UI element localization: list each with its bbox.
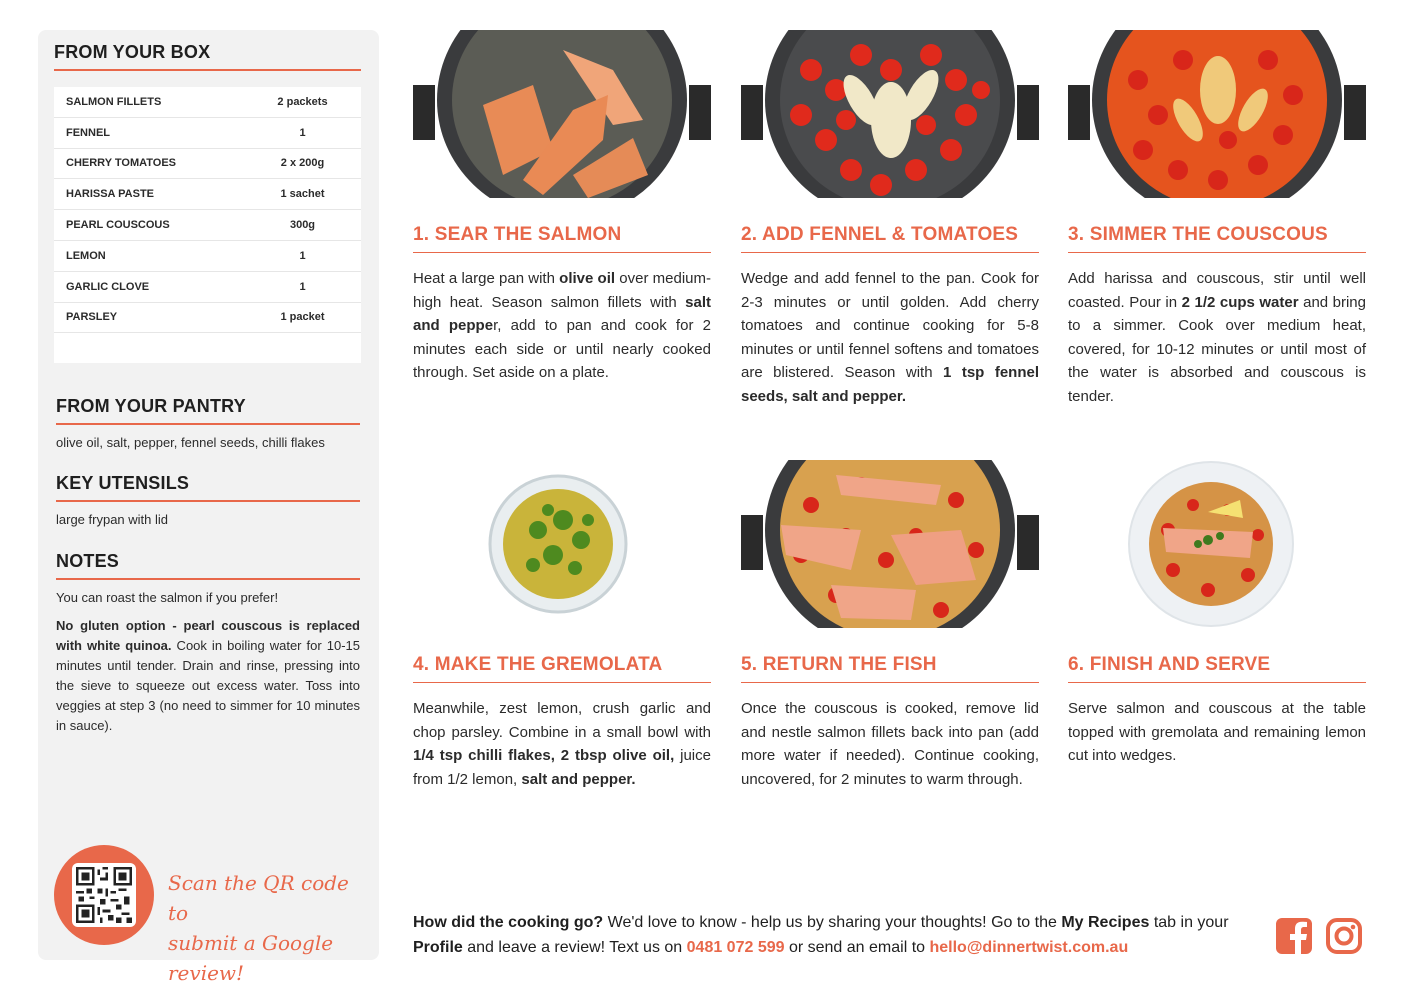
step-1 (413, 30, 711, 385)
notes-title: NOTES (56, 551, 360, 580)
step-3-title: 3. SIMMER THE COUSCOUS (1068, 224, 1366, 253)
ingredient-name: HARISSA PASTE (66, 188, 155, 201)
ingredient-name: LEMON (66, 249, 106, 262)
bold-text: 1/4 tsp chilli flakes, 2 tbsp olive oil, (413, 747, 675, 764)
table-spacer (54, 333, 361, 363)
ingredients-table (54, 87, 361, 363)
text: juice from 1/2 lemon, (413, 747, 711, 788)
step-5-body (741, 697, 1039, 791)
ingredient-row (54, 149, 361, 180)
ingredient-name: FENNEL (66, 126, 110, 139)
ingredient-row (54, 272, 361, 303)
step-4-body (413, 697, 711, 791)
ingredient-qty: 2 x 200g (280, 157, 325, 170)
sidebar (38, 30, 379, 985)
text: Once the couscous is cooked, remove lid and nestle salmon fillets back into pan (add more water if needed). Continue cooking, uncovered, for 2 minutes to warm through. (741, 700, 1039, 788)
step-1-body (413, 267, 711, 385)
utensils-section (56, 473, 360, 530)
ingredient-row (54, 210, 361, 241)
step-5-title: 5. RETURN THE FISH (741, 654, 1039, 683)
ingredient-name: PARSLEY (66, 311, 118, 324)
notes-line1: You can roast the salmon if you prefer! (56, 590, 279, 605)
feedback-footer (413, 910, 1263, 960)
ingredient-qty: 1 (299, 126, 306, 139)
facebook-icon[interactable] (1275, 917, 1313, 955)
bold-text: 1 tsp fennel seeds, salt and pepper. (741, 364, 1039, 405)
ingredient-qty: 1 sachet (280, 188, 325, 201)
step-6-title: 6. FINISH AND SERVE (1068, 654, 1366, 683)
notes-bold: No gluten option - pearl couscous is replaced with white quinoa. (56, 618, 360, 653)
qr-badge[interactable] (54, 845, 154, 945)
step-1-title: 1. SEAR THE SALMON (413, 224, 711, 253)
step-3-image (1068, 30, 1366, 198)
text: Meanwhile, zest lemon, crush garlic and chop parsley. Combine in a small bowl with (413, 700, 711, 741)
text: We'd love to know - help us by sharing your thoughts! Go to the (603, 914, 1062, 931)
ingredient-name: PEARL COUSCOUS (66, 219, 170, 232)
qr-caption (168, 868, 368, 988)
ingredient-name: SALMON FILLETS (66, 95, 162, 108)
pantry-title: FROM YOUR PANTRY (56, 396, 360, 425)
bold-text: salt and peppe (413, 293, 711, 334)
step-2 (741, 30, 1039, 408)
ingredient-row (54, 241, 361, 272)
ingredient-qty: 1 packet (280, 311, 325, 324)
my-recipes-link[interactable]: My Recipes (1061, 914, 1150, 931)
text: Add harissa and couscous, stir until well coasted. Pour in (1068, 270, 1366, 311)
phone-link[interactable]: 0481 072 599 (686, 939, 785, 956)
qr-caption-line1: Scan the QR code to (168, 871, 349, 925)
from-your-box-card (54, 42, 361, 363)
text: or send an email to (784, 939, 930, 956)
ingredient-row (54, 118, 361, 149)
ingredient-row (54, 179, 361, 210)
profile-link[interactable]: Profile (413, 939, 463, 956)
step-3 (1068, 30, 1366, 408)
ingredient-name: CHERRY TOMATOES (66, 157, 177, 170)
text: Heat a large pan with (413, 270, 560, 287)
text: and leave a review! Text us on (462, 939, 687, 956)
step-5-image (741, 460, 1039, 628)
qr-caption-line2: submit a Google review! (168, 931, 334, 985)
qr-code-icon (72, 863, 136, 927)
text: Wedge and add fennel to the pan. Cook for 2-3 minutes or until golden. Add cherry tomatoes and continue cooking for 5-8 minutes or until fennel softens and tomatoes are blistered. Season with (741, 270, 1039, 381)
text: r, add to pan and cook for 2 minutes each side or until nearly cooked through. Set aside on a plate. (413, 317, 711, 381)
text: over medium-high heat. Season salmon fillets with (413, 270, 712, 311)
notes-paragraph (56, 616, 360, 736)
ingredient-row (54, 87, 361, 118)
email-link[interactable]: hello@dinnertwist.com.au (929, 939, 1129, 956)
instagram-icon[interactable] (1325, 917, 1363, 955)
footer-question: How did the cooking go? (413, 914, 604, 931)
ingredient-name: GARLIC CLOVE (66, 280, 150, 293)
step-2-body (741, 267, 1039, 408)
box-title: FROM YOUR BOX (54, 42, 361, 71)
step-4-title: 4. MAKE THE GREMOLATA (413, 654, 711, 683)
step-4-image (413, 460, 711, 628)
ingredient-qty: 1 (299, 249, 306, 262)
ingredient-qty: 300g (289, 219, 316, 232)
step-6 (1068, 460, 1366, 768)
text: Serve salmon and couscous at the table topped with gremolata and remaining lemon cut into wedges. (1068, 700, 1366, 764)
pantry-text: olive oil, salt, pepper, fennel seeds, chilli flakes (56, 435, 325, 450)
step-5 (741, 460, 1039, 791)
pantry-section (56, 396, 360, 453)
step-1-image (413, 30, 711, 198)
bold-text: 2 1/2 cups water (1181, 293, 1299, 311)
notes-section (56, 551, 360, 736)
step-3-body (1068, 267, 1366, 408)
notes-rest: Cook in boiling water for 10-15 minutes until tender. Drain and rinse, pressing into the sieve to squeeze out excess water. Toss into veggies at step 3 (no need to simmer for 10 minutes in sauce). (56, 638, 360, 733)
step-6-image (1068, 460, 1366, 628)
text: and bring to a simmer. Cook over medium heat, covered, for 10-12 minutes or until most of the water is absorbed and couscous is tender. (1068, 293, 1366, 405)
bold-text: salt and pepper. (521, 770, 636, 788)
utensils-text: large frypan with lid (56, 512, 168, 527)
step-4 (413, 460, 711, 791)
bold-text: olive oil (559, 270, 616, 287)
ingredient-qty: 2 packets (277, 95, 328, 108)
text: tab in your (1149, 914, 1229, 931)
step-2-image (741, 30, 1039, 198)
ingredient-qty: 1 (299, 280, 306, 293)
step-2-title: 2. ADD FENNEL & TOMATOES (741, 224, 1039, 253)
ingredient-row (54, 303, 361, 334)
utensils-title: KEY UTENSILS (56, 473, 360, 502)
step-6-body (1068, 697, 1366, 768)
